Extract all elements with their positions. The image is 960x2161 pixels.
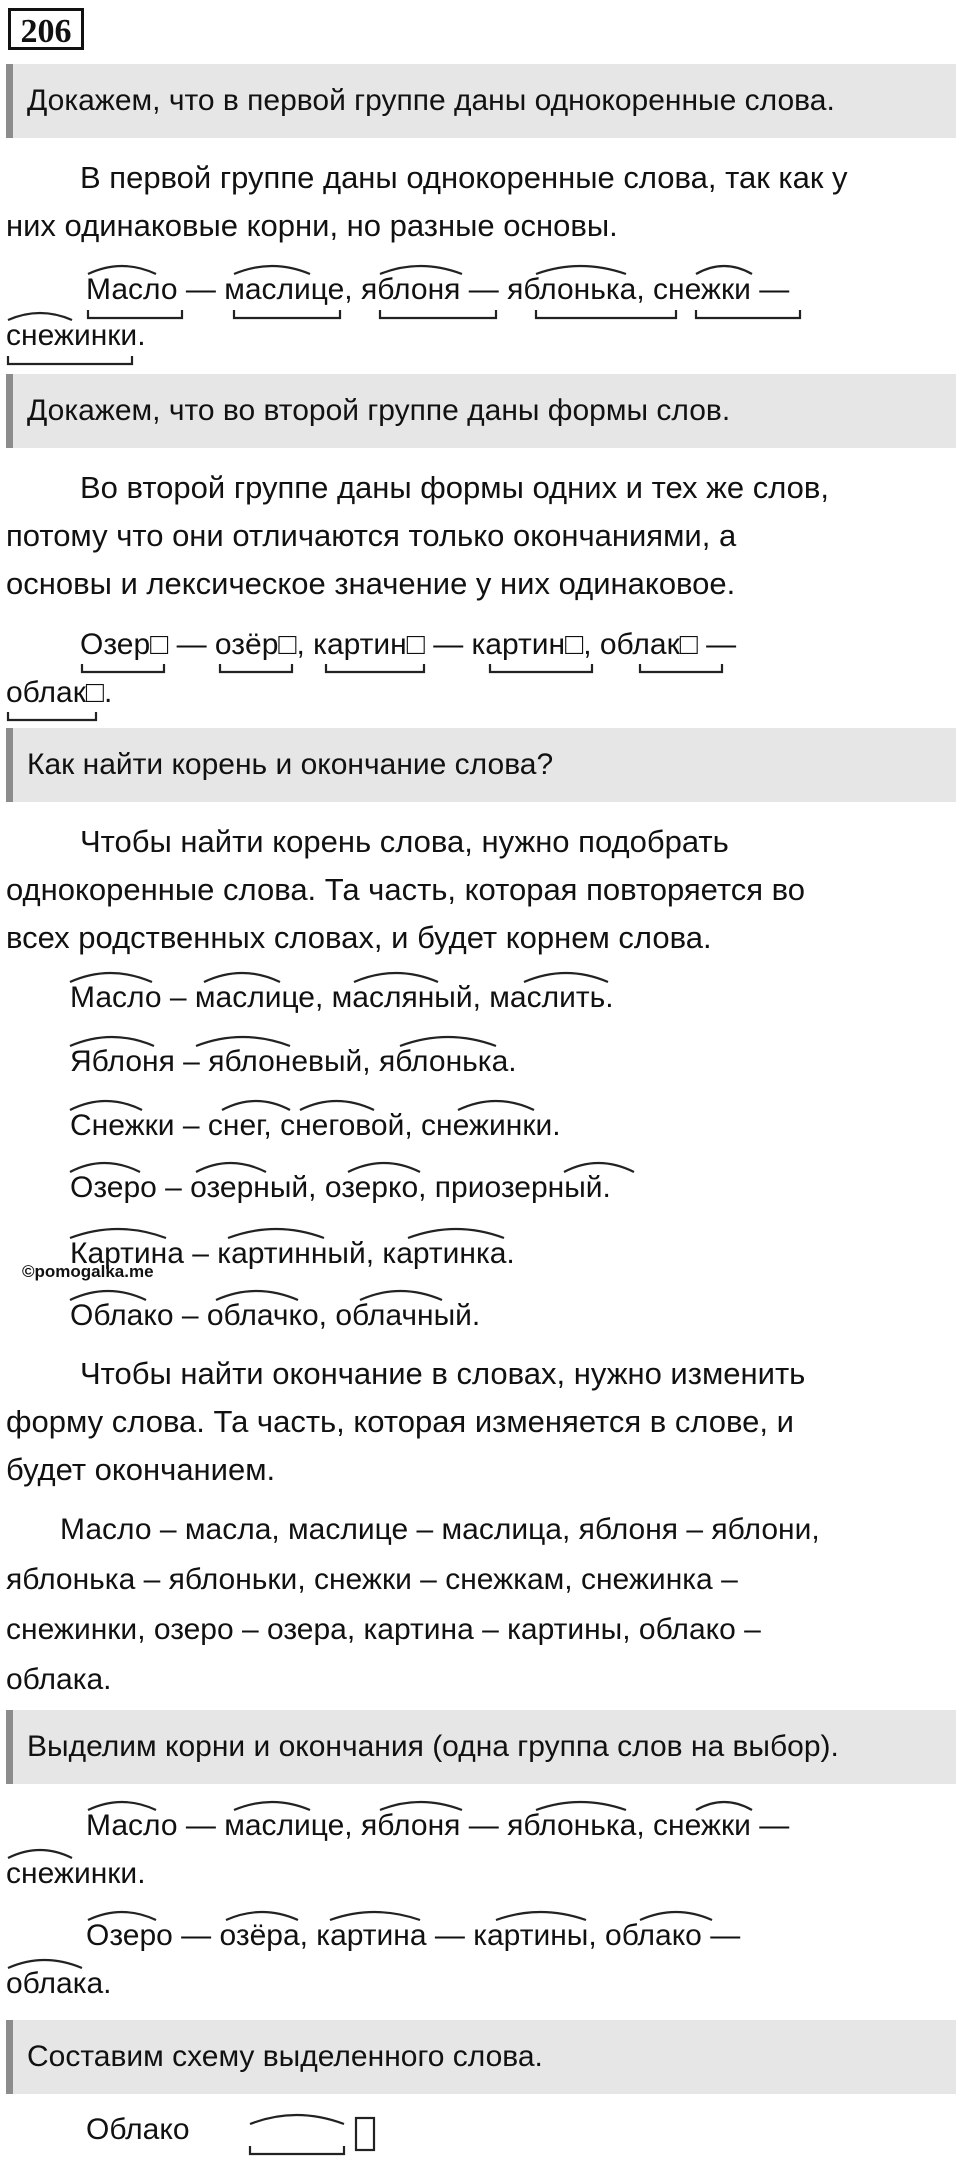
ending-example-line-4: облака. — [6, 1663, 112, 1696]
example-1-line-2: снежинки. — [6, 319, 146, 352]
stem-underline — [234, 310, 340, 318]
example-1-line-1: Масло — маслице, яблоня — яблонька, снежки — — [86, 273, 790, 306]
example-2-line-2: облак□. — [6, 676, 113, 709]
root-example-5: Картина – картинный, картинка. — [70, 1237, 515, 1270]
root-example-6: Облако – облачко, облачный. — [70, 1299, 481, 1332]
root-example-3: Снежки – снег, снеговой, снежинки. — [70, 1109, 561, 1142]
section-heading-3: Как найти корень и окончание слова? — [6, 728, 956, 802]
root-example-1: Масло – маслице, масляный, маслить. — [70, 981, 614, 1014]
paragraph-2-line-2: потому что они отличаются только окончаниями, а — [6, 518, 737, 553]
stem-underline — [8, 356, 132, 364]
stem-underline — [326, 664, 424, 672]
stem-underline — [82, 664, 164, 672]
paragraph-1-line-1: В первой группе даны однокоренные слова, так как у — [80, 160, 848, 195]
paragraph-3-line-1: Чтобы найти корень слова, нужно подобрать — [80, 824, 729, 859]
paragraph-4-line-3: будет окончанием. — [6, 1452, 276, 1487]
section-heading-2: Докажем, что во второй группе даны формы слов. — [6, 374, 956, 448]
paragraph-2-line-3: основы и лексическое значение у них одинаковое. — [6, 566, 736, 601]
ending-example-line-3: снежинки, озеро – озера, картина – картины, облако – — [6, 1613, 761, 1646]
stem-underline — [490, 664, 592, 672]
ending-example-line-1: Масло – масла, маслице – маслица, яблоня – яблони, — [60, 1513, 820, 1546]
paragraph-2-line-1: Во второй группе даны формы одних и тех же слов, — [80, 470, 829, 505]
ending-example-line-2: яблонька – яблоньки, снежки – снежкам, снежинка – — [6, 1563, 738, 1596]
scheme-ending-box — [356, 2118, 374, 2150]
watermark: ©pomogalka.me — [22, 1262, 154, 1281]
example-2-line-1: Озер□ — озёр□, картин□ — картин□, облак□ — — [80, 628, 737, 661]
paragraph-1-line-2: них одинаковые корни, но разные основы. — [6, 208, 618, 243]
example-3-line-2: снежинки. — [6, 1857, 146, 1890]
stem-underline — [536, 310, 676, 318]
stem-underline — [380, 310, 496, 318]
section-heading-1: Докажем, что в первой группе даны однокоренные слова. — [6, 64, 956, 138]
section-heading-4: Выделим корни и окончания (одна группа слов на выбор). — [6, 1710, 956, 1784]
example-4-line-2: облака. — [6, 1967, 112, 2000]
stem-underline — [220, 664, 292, 672]
example-3-line-1: Масло — маслице, яблоня — яблонька, снежки — — [86, 1809, 790, 1842]
paragraph-4-line-2: форму слова. Та часть, которая изменяется в слове, и — [6, 1404, 794, 1439]
scheme-stem-underline — [250, 2146, 344, 2154]
section-heading-5: Составим схему выделенного слова. — [6, 2020, 956, 2094]
scheme-root-arc — [250, 2115, 344, 2124]
paragraph-3-line-3: всех родственных словах, и будет корнем слова. — [6, 920, 712, 955]
paragraph-3-line-2: однокоренные слова. Та часть, которая повторяется во — [6, 872, 805, 907]
paragraph-4-line-1: Чтобы найти окончание в словах, нужно изменить — [80, 1356, 806, 1391]
example-4-line-1: Озеро — озёра, картина — картины, облако — — [86, 1919, 741, 1952]
task-number: 206 — [8, 8, 84, 50]
stem-underline — [640, 664, 722, 672]
stem-underline — [696, 310, 800, 318]
stem-underline — [8, 712, 96, 720]
root-example-2: Яблоня – яблоневый, яблонька. — [70, 1045, 517, 1078]
scheme-word: Облако — [86, 2113, 190, 2146]
root-example-4: Озеро – озерный, озерко, приозерный. — [70, 1171, 611, 1204]
